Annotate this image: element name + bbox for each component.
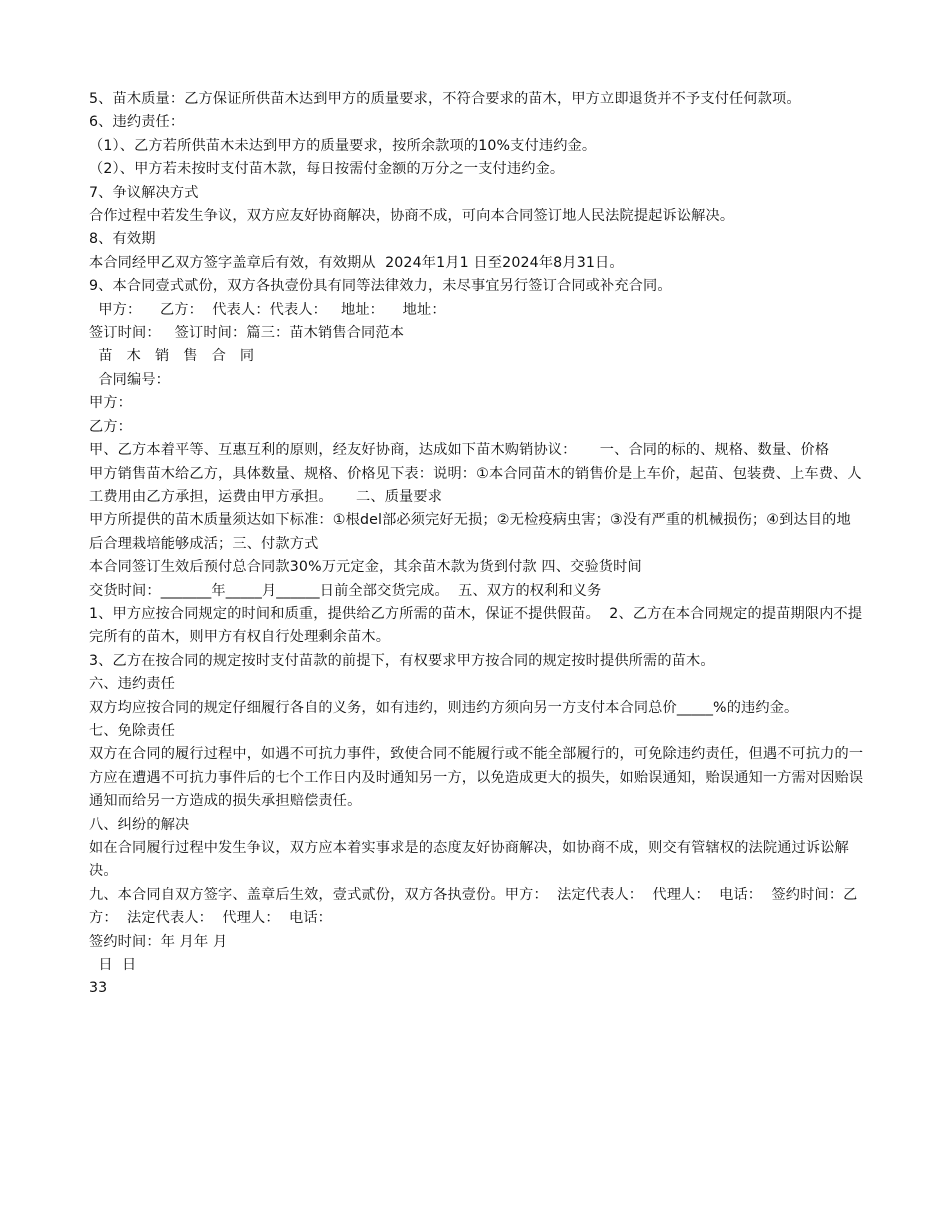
section-breach-heading: 六、违约责任 [89, 676, 176, 693]
contract-rights-3: 3、乙方在按合同的规定按时支付苗款的前提下，有权要求甲方按合同的规定按时提供所需的苗木。 [89, 652, 715, 669]
clause-dispute-heading: 7、争议解决方式 [89, 184, 199, 201]
clause-breach-item-2: （2）、甲方若未按时支付苗木款，每日按需付金额的万分之一支付违约金。 [89, 161, 565, 178]
clause-breach-heading: 6、违约责任： [89, 114, 185, 131]
section-breach-text: 双方均应按合同的规定仔细履行各自的义务，如有违约，则违约方须向另一方支付本合同总价_____%的违约金。 [89, 699, 799, 716]
clause-seedling-quality: 5、苗木质量：乙方保证所供苗木达到甲方的质量要求，不符合要求的苗木，甲方立即退货并不予支付任何款项。 [89, 91, 801, 107]
party-a: 甲方： [89, 395, 133, 412]
clause-breach-item-1: （1）、乙方若所供苗木未达到甲方的质量要求，按所余款项的10%支付违约金。 [89, 137, 597, 154]
clause-copies: 9、本合同壹式贰份，双方各执壹份具有同等法律效力，未尽事宜另行签订合同或补充合同。 [89, 278, 672, 295]
party-b: 乙方： [89, 418, 133, 435]
page-number: 33 [89, 980, 108, 997]
signature-date-line: 签订时间： 签订时间：篇三：苗木销售合同范本 [89, 325, 405, 342]
sign-day-line: 日 日 [89, 957, 137, 974]
section-dispute-text: 如在合同履行过程中发生争议，双方应本着实事求是的态度友好协商解决，如协商不成，则交有管辖权的法院通过诉讼解决。 [89, 840, 849, 880]
signature-parties-line: 甲方： 乙方： 代表人：代表人： 地址： 地址： [89, 301, 446, 318]
section-exemption-text: 双方在合同的履行过程中，如遇不可抗力事件，致使合同不能履行或不能全部履行的，可免除违约责任，但遇不可抗力的一方应在遭遇不可抗力事件后的七个工作日内及时通知另一方，以免造成更大的损失，如贻误通知，贻误通知一方需对因贻误通知而给另一方造成的损失承担赔偿责任。 [89, 746, 864, 810]
section-exemption-heading: 七、免除责任 [89, 722, 176, 739]
clause-validity-text: 本合同经甲乙双方签字盖章后有效，有效期从 2024年1月1 日至2024年8月31日。 [89, 254, 624, 271]
section-effective-signatures: 九、本合同自双方签字、盖章后生效，壹式贰份，双方各执壹份。甲方： 法定代表人： 代理人： 电话： 签约时间：乙方： 法定代表人： 代理人： 电话： [89, 886, 858, 927]
contract-preamble: 甲、乙方本着平等、互惠互利的原则，经友好协商，达成如下苗木购销协议： 一、合同的标的、规格、数量、价格 [89, 442, 830, 459]
clause-dispute-text: 合作过程中若发生争议，双方应友好协商解决，协商不成，可向本合同签订地人民法院提起诉讼解决。 [89, 208, 735, 225]
sign-date-line: 签约时间：年 月年 月 [89, 933, 228, 950]
document-body [89, 88, 864, 1001]
contract-title: 苗 木 销 售 合 同 [89, 348, 255, 365]
contract-quality-standard: 甲方所提供的苗木质量须达如下标准：①根del部必须完好无损；②无检疫病虫害；③没有严重的机械损伤；④到达目的地后合理栽培能够成活；三、付款方式 [89, 512, 851, 552]
contract-delivery-time: 交货时间：_______年_____月______日前全部交货完成。 五、双方的权利和义务 [89, 582, 602, 599]
contract-number: 合同编号： [89, 371, 171, 388]
clause-validity-heading: 8、有效期 [89, 231, 156, 248]
contract-rights-1-2: 1、甲方应按合同规定的时间和质重，提供给乙方所需的苗木，保证不提供假苗。 2、乙方在本合同规定的提苗期限内不提完所有的苗木，则甲方有权自行处理剩余苗木。 [89, 605, 863, 646]
section-dispute-heading: 八、纠纷的解决 [89, 816, 190, 833]
contract-payment: 本合同签订生效后预付总合同款30%万元定金，其余苗木款为货到付款 四、交验货时间 [89, 559, 642, 576]
contract-pricing: 甲方销售苗木给乙方，具体数量、规格、价格见下表：说明：①本合同苗木的销售价是上车价，起苗、包装费、上车费、人工费用由乙方承担，运费由甲方承担。 二、质量要求 [89, 465, 862, 505]
